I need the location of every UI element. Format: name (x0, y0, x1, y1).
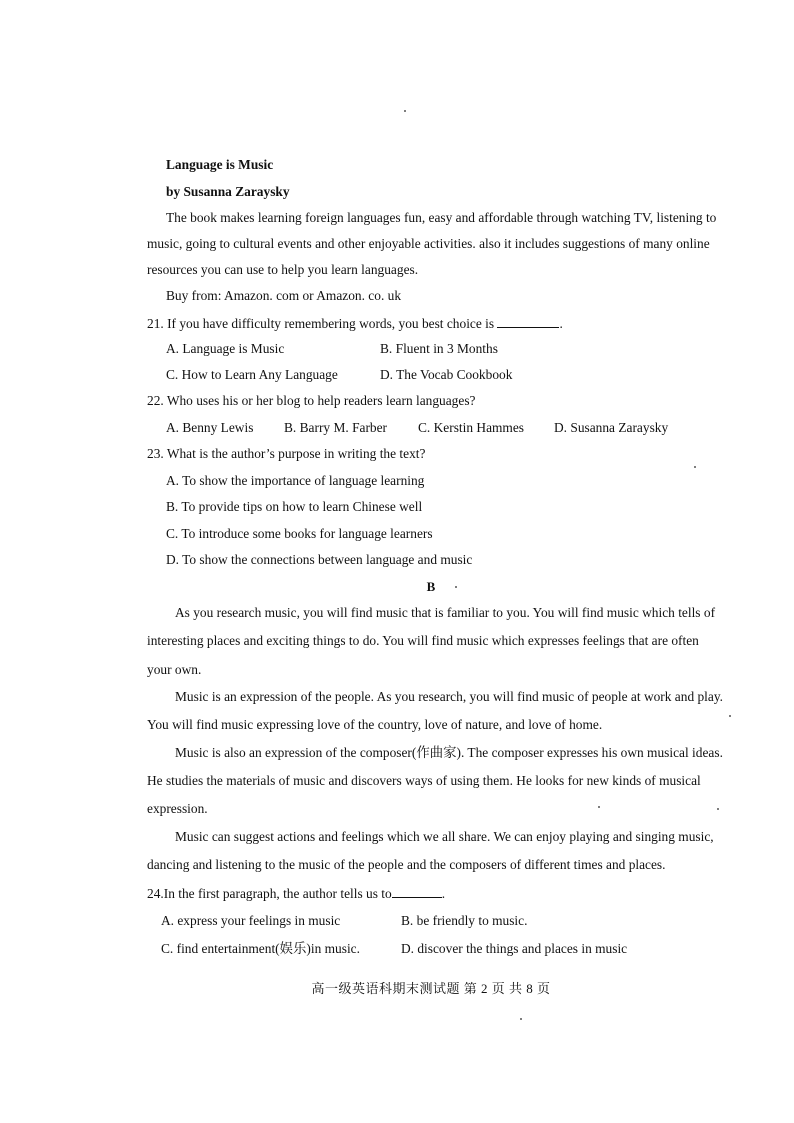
question-24-stem: 24.In the first paragraph, the author tells us to . (147, 886, 446, 901)
q22-option-c: C. Kerstin Hammes (418, 420, 524, 435)
scan-speck (717, 808, 719, 810)
para3-line-2: He studies the materials of music and discovers ways of using them. He looks for new kinds of musical (147, 773, 701, 788)
q22-option-a: A. Benny Lewis (166, 420, 254, 435)
q23-option-c: C. To introduce some books for language learners (166, 526, 433, 541)
para2-line-1: Music is an expression of the people. As you research, you will find music of people at work and play. (175, 689, 724, 704)
scan-speck (729, 715, 731, 717)
book-desc-line-1: The book makes learning foreign languages fun, easy and affordable through watching TV, listening to (166, 210, 717, 225)
book-desc-line-2: music, going to cultural events and other enjoyable activities. also it includes suggestions of many online (147, 236, 710, 251)
q24-option-a: A. express your feelings in music (161, 913, 341, 928)
scan-speck (455, 586, 457, 588)
q24-option-b: B. be friendly to music. (401, 913, 528, 928)
para2-line-2: You will find music expressing love of the country, love of nature, and love of home. (147, 717, 603, 732)
buy-from: Buy from: Amazon. com or Amazon. co. uk (166, 288, 402, 303)
q23-option-b: B. To provide tips on how to learn Chinese well (166, 499, 423, 514)
q22-option-b: B. Barry M. Farber (284, 420, 388, 435)
book-author: by Susanna Zaraysky (166, 184, 290, 199)
page-footer: 高一级英语科期末测试题 第 2 页 共 8 页 (311, 981, 551, 996)
para4-line-1: Music can suggest actions and feelings which we all share. We can enjoy playing and singing music, (175, 829, 714, 844)
q24-option-c: C. find entertainment(娱乐)in music. (161, 941, 360, 956)
q23-option-d: D. To show the connections between language and music (166, 552, 473, 567)
answer-blank (497, 315, 559, 328)
q23-option-a: A. To show the importance of language learning (166, 473, 425, 488)
book-title: Language is Music (166, 157, 274, 172)
question-21-stem: 21. If you have difficulty remembering words, you best choice is . (147, 316, 563, 331)
para1-line-2: interesting places and exciting things to do. You will find music which expresses feelings that are often (147, 633, 699, 648)
question-23-stem: 23. What is the author’s purpose in writing the text? (147, 446, 426, 461)
scan-speck (598, 806, 600, 808)
answer-blank (392, 885, 442, 898)
para1-line-1: As you research music, you will find music that is familiar to you. You will find music which tells of (175, 605, 716, 620)
para3-line-1: Music is also an expression of the composer(作曲家). The composer expresses his own musical ideas. (175, 745, 723, 760)
section-b-heading: B (426, 579, 436, 594)
para3-line-3: expression. (147, 801, 208, 816)
scan-speck (694, 466, 696, 468)
q21-option-d: D. The Vocab Cookbook (380, 367, 513, 382)
q21-option-b: B. Fluent in 3 Months (380, 341, 498, 356)
q22-option-d: D. Susanna Zaraysky (554, 420, 669, 435)
para4-line-2: dancing and listening to the music of the people and the composers of different times and places. (147, 857, 666, 872)
q24-option-d: D. discover the things and places in music (401, 941, 628, 956)
q21-option-c: C. How to Learn Any Language (166, 367, 338, 382)
q21-option-a: A. Language is Music (166, 341, 285, 356)
scan-speck (404, 110, 406, 112)
scan-speck (520, 1018, 522, 1020)
book-desc-line-3: resources you can use to help you learn languages. (147, 262, 419, 277)
para1-line-3: your own. (147, 662, 202, 677)
question-22-stem: 22. Who uses his or her blog to help readers learn languages? (147, 393, 476, 408)
